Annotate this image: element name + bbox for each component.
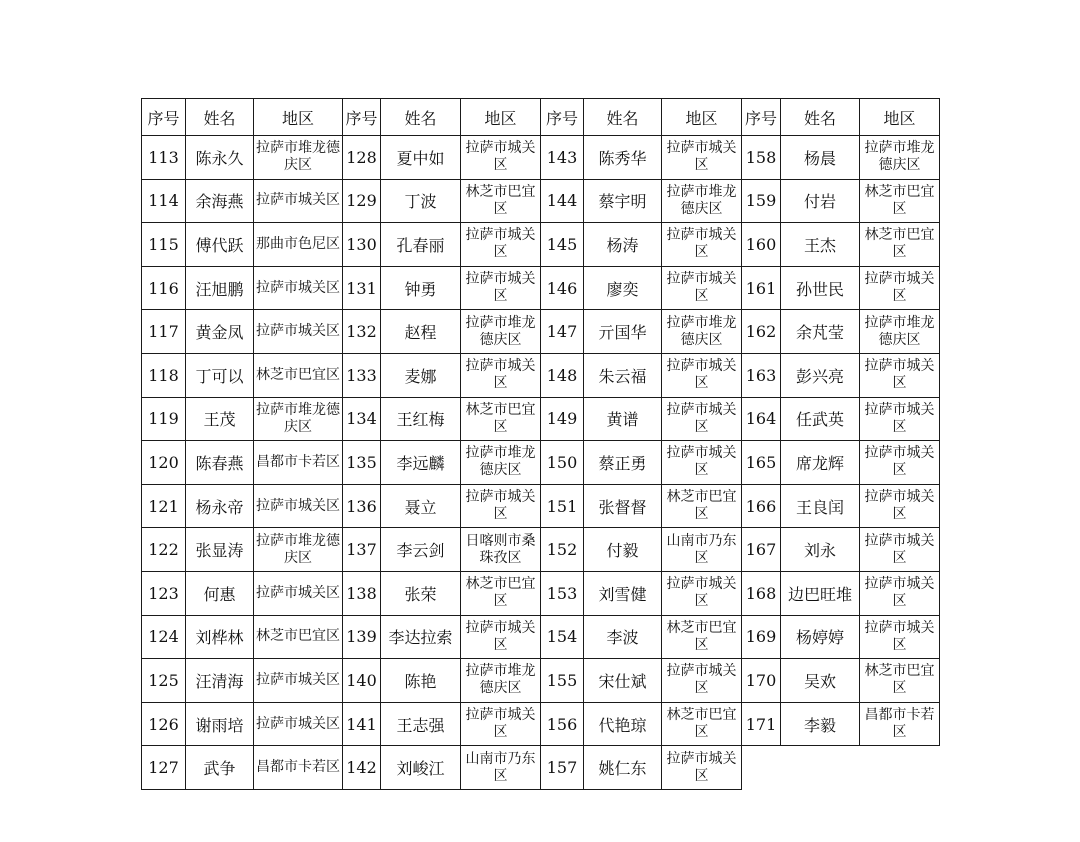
table-row: [142, 266, 940, 310]
region: 拉萨市堆龙德庆区: [461, 441, 541, 485]
region: 拉萨市城关区: [254, 702, 343, 746]
person-name: 蔡正勇: [584, 441, 662, 485]
person-name: 汪旭鹏: [186, 266, 254, 310]
table-row: [142, 484, 940, 528]
seq-number: 149: [541, 397, 584, 441]
seq-number: 161: [742, 266, 781, 310]
seq-number: 115: [142, 223, 186, 267]
empty-cell: [860, 746, 940, 790]
region: 昌都市卡若区: [254, 746, 343, 790]
region: 山南市乃东区: [662, 528, 742, 572]
region: 那曲市色尼区: [254, 223, 343, 267]
seq-number: 129: [343, 179, 381, 223]
person-name: 麦娜: [381, 353, 461, 397]
seq-number: 152: [541, 528, 584, 572]
person-name: 吴欢: [781, 659, 860, 703]
person-name: 张荣: [381, 571, 461, 615]
region: 拉萨市城关区: [662, 746, 742, 790]
region: 拉萨市城关区: [860, 528, 940, 572]
table-row: [142, 659, 940, 703]
region: 拉萨市城关区: [254, 659, 343, 703]
table-row: [142, 571, 940, 615]
person-name: 黄谱: [584, 397, 662, 441]
seq-number: 148: [541, 353, 584, 397]
seq-number: 160: [742, 223, 781, 267]
seq-number: 135: [343, 441, 381, 485]
person-name: 王红梅: [381, 397, 461, 441]
person-name: 亓国华: [584, 310, 662, 354]
seq-number: 119: [142, 397, 186, 441]
person-name: 夏中如: [381, 136, 461, 180]
name-header: 姓名: [781, 99, 860, 136]
person-name: 汪清海: [186, 659, 254, 703]
person-name: 席龙辉: [781, 441, 860, 485]
region: 林芝市巴宜区: [461, 571, 541, 615]
empty-cell: [742, 746, 781, 790]
region: 拉萨市城关区: [461, 223, 541, 267]
region: 日喀则市桑珠孜区: [461, 528, 541, 572]
region: 拉萨市城关区: [461, 136, 541, 180]
region: 昌都市卡若区: [860, 702, 940, 746]
seq-header: 序号: [541, 99, 584, 136]
person-name: 杨永帝: [186, 484, 254, 528]
region: 拉萨市城关区: [461, 484, 541, 528]
seq-number: 139: [343, 615, 381, 659]
table-row: [142, 615, 940, 659]
region: 林芝市巴宜区: [860, 659, 940, 703]
empty-cell: [781, 746, 860, 790]
region: 拉萨市堆龙德庆区: [461, 310, 541, 354]
region: 林芝市巴宜区: [662, 615, 742, 659]
person-name: 蔡宇明: [584, 179, 662, 223]
person-name: 赵程: [381, 310, 461, 354]
person-name: 杨婷婷: [781, 615, 860, 659]
region: 拉萨市城关区: [461, 353, 541, 397]
region: 拉萨市城关区: [662, 571, 742, 615]
person-name: 边巴旺堆: [781, 571, 860, 615]
region: 林芝市巴宜区: [662, 484, 742, 528]
person-name: 付毅: [584, 528, 662, 572]
seq-number: 144: [541, 179, 584, 223]
roster-table: [141, 98, 940, 790]
seq-number: 121: [142, 484, 186, 528]
person-name: 何惠: [186, 571, 254, 615]
person-name: 宋仕斌: [584, 659, 662, 703]
region: 拉萨市城关区: [254, 571, 343, 615]
seq-number: 127: [142, 746, 186, 790]
seq-number: 138: [343, 571, 381, 615]
person-name: 余海燕: [186, 179, 254, 223]
seq-number: 163: [742, 353, 781, 397]
region: 拉萨市堆龙德庆区: [254, 528, 343, 572]
region: 拉萨市堆龙德庆区: [662, 310, 742, 354]
person-name: 刘雪健: [584, 571, 662, 615]
person-name: 张督督: [584, 484, 662, 528]
seq-number: 126: [142, 702, 186, 746]
region: 拉萨市城关区: [662, 441, 742, 485]
seq-header: 序号: [142, 99, 186, 136]
region: 拉萨市堆龙德庆区: [254, 397, 343, 441]
region: 林芝市巴宜区: [461, 179, 541, 223]
person-name: 余芃莹: [781, 310, 860, 354]
seq-number: 159: [742, 179, 781, 223]
region: 拉萨市城关区: [662, 223, 742, 267]
seq-header: 序号: [742, 99, 781, 136]
seq-number: 165: [742, 441, 781, 485]
seq-number: 162: [742, 310, 781, 354]
region: 拉萨市城关区: [860, 353, 940, 397]
person-name: 黄金凤: [186, 310, 254, 354]
table-row: [142, 397, 940, 441]
person-name: 谢雨培: [186, 702, 254, 746]
region: 拉萨市城关区: [662, 397, 742, 441]
person-name: 李波: [584, 615, 662, 659]
person-name: 聂立: [381, 484, 461, 528]
person-name: 傅代跃: [186, 223, 254, 267]
seq-number: 169: [742, 615, 781, 659]
seq-number: 155: [541, 659, 584, 703]
region: 拉萨市城关区: [254, 179, 343, 223]
region-header: 地区: [662, 99, 742, 136]
region: 拉萨市城关区: [662, 659, 742, 703]
seq-number: 170: [742, 659, 781, 703]
table-row: [142, 179, 940, 223]
seq-number: 167: [742, 528, 781, 572]
region: 拉萨市城关区: [662, 136, 742, 180]
region: 拉萨市城关区: [461, 266, 541, 310]
region: 拉萨市堆龙德庆区: [860, 136, 940, 180]
table-body: [142, 136, 940, 790]
region: 拉萨市堆龙德庆区: [662, 179, 742, 223]
region: 拉萨市城关区: [254, 484, 343, 528]
person-name: 孙世民: [781, 266, 860, 310]
seq-number: 133: [343, 353, 381, 397]
region: 拉萨市堆龙德庆区: [254, 136, 343, 180]
person-name: 陈艳: [381, 659, 461, 703]
region: 拉萨市城关区: [461, 615, 541, 659]
region: 拉萨市城关区: [860, 441, 940, 485]
seq-number: 124: [142, 615, 186, 659]
seq-number: 143: [541, 136, 584, 180]
region: 林芝市巴宜区: [254, 615, 343, 659]
seq-number: 166: [742, 484, 781, 528]
table-row: [142, 223, 940, 267]
table-row: [142, 746, 940, 790]
seq-number: 151: [541, 484, 584, 528]
table-row: [142, 353, 940, 397]
table-row: [142, 702, 940, 746]
person-name: 张显涛: [186, 528, 254, 572]
region-header: 地区: [254, 99, 343, 136]
region: 拉萨市城关区: [662, 353, 742, 397]
seq-number: 122: [142, 528, 186, 572]
person-name: 钟勇: [381, 266, 461, 310]
seq-number: 171: [742, 702, 781, 746]
seq-number: 130: [343, 223, 381, 267]
seq-number: 140: [343, 659, 381, 703]
seq-number: 125: [142, 659, 186, 703]
region: 昌都市卡若区: [254, 441, 343, 485]
seq-number: 141: [343, 702, 381, 746]
name-header: 姓名: [381, 99, 461, 136]
region: 拉萨市城关区: [860, 397, 940, 441]
table-row: [142, 310, 940, 354]
region: 林芝市巴宜区: [860, 179, 940, 223]
person-name: 杨涛: [584, 223, 662, 267]
person-name: 李毅: [781, 702, 860, 746]
person-name: 朱云福: [584, 353, 662, 397]
person-name: 杨晨: [781, 136, 860, 180]
region: 拉萨市城关区: [860, 615, 940, 659]
seq-number: 123: [142, 571, 186, 615]
seq-number: 132: [343, 310, 381, 354]
region-header: 地区: [860, 99, 940, 136]
region-header: 地区: [461, 99, 541, 136]
person-name: 刘峻江: [381, 746, 461, 790]
person-name: 彭兴亮: [781, 353, 860, 397]
seq-number: 120: [142, 441, 186, 485]
seq-number: 146: [541, 266, 584, 310]
person-name: 付岩: [781, 179, 860, 223]
seq-number: 164: [742, 397, 781, 441]
seq-number: 116: [142, 266, 186, 310]
seq-number: 158: [742, 136, 781, 180]
person-name: 刘永: [781, 528, 860, 572]
person-name: 王志强: [381, 702, 461, 746]
region: 拉萨市城关区: [662, 266, 742, 310]
region: 拉萨市城关区: [860, 484, 940, 528]
table-row: [142, 441, 940, 485]
seq-number: 137: [343, 528, 381, 572]
name-header: 姓名: [186, 99, 254, 136]
seq-number: 117: [142, 310, 186, 354]
seq-number: 114: [142, 179, 186, 223]
region: 拉萨市堆龙德庆区: [461, 659, 541, 703]
person-name: 孔春丽: [381, 223, 461, 267]
seq-number: 142: [343, 746, 381, 790]
seq-number: 168: [742, 571, 781, 615]
name-header: 姓名: [584, 99, 662, 136]
person-name: 武争: [186, 746, 254, 790]
person-name: 陈秀华: [584, 136, 662, 180]
table-header-row: [142, 99, 940, 136]
seq-number: 156: [541, 702, 584, 746]
person-name: 代艳琼: [584, 702, 662, 746]
seq-number: 134: [343, 397, 381, 441]
person-name: 廖奕: [584, 266, 662, 310]
seq-number: 147: [541, 310, 584, 354]
person-name: 李远麟: [381, 441, 461, 485]
table-row: [142, 136, 940, 180]
region: 拉萨市城关区: [254, 310, 343, 354]
region: 拉萨市堆龙德庆区: [860, 310, 940, 354]
person-name: 王茂: [186, 397, 254, 441]
region: 拉萨市城关区: [254, 266, 343, 310]
region: 林芝市巴宜区: [662, 702, 742, 746]
person-name: 李云剑: [381, 528, 461, 572]
region: 山南市乃东区: [461, 746, 541, 790]
person-name: 陈春燕: [186, 441, 254, 485]
person-name: 任武英: [781, 397, 860, 441]
person-name: 姚仁东: [584, 746, 662, 790]
seq-number: 128: [343, 136, 381, 180]
person-name: 刘桦林: [186, 615, 254, 659]
seq-number: 153: [541, 571, 584, 615]
seq-number: 157: [541, 746, 584, 790]
person-name: 陈永久: [186, 136, 254, 180]
seq-number: 150: [541, 441, 584, 485]
seq-number: 136: [343, 484, 381, 528]
person-name: 丁可以: [186, 353, 254, 397]
seq-header: 序号: [343, 99, 381, 136]
region: 拉萨市城关区: [860, 266, 940, 310]
region: 林芝市巴宜区: [254, 353, 343, 397]
seq-number: 145: [541, 223, 584, 267]
person-name: 王杰: [781, 223, 860, 267]
seq-number: 131: [343, 266, 381, 310]
table-row: [142, 528, 940, 572]
seq-number: 154: [541, 615, 584, 659]
person-name: 王良闰: [781, 484, 860, 528]
person-name: 李达拉索: [381, 615, 461, 659]
region: 林芝市巴宜区: [860, 223, 940, 267]
region: 林芝市巴宜区: [461, 397, 541, 441]
region: 拉萨市城关区: [860, 571, 940, 615]
seq-number: 113: [142, 136, 186, 180]
region: 拉萨市城关区: [461, 702, 541, 746]
person-name: 丁波: [381, 179, 461, 223]
seq-number: 118: [142, 353, 186, 397]
